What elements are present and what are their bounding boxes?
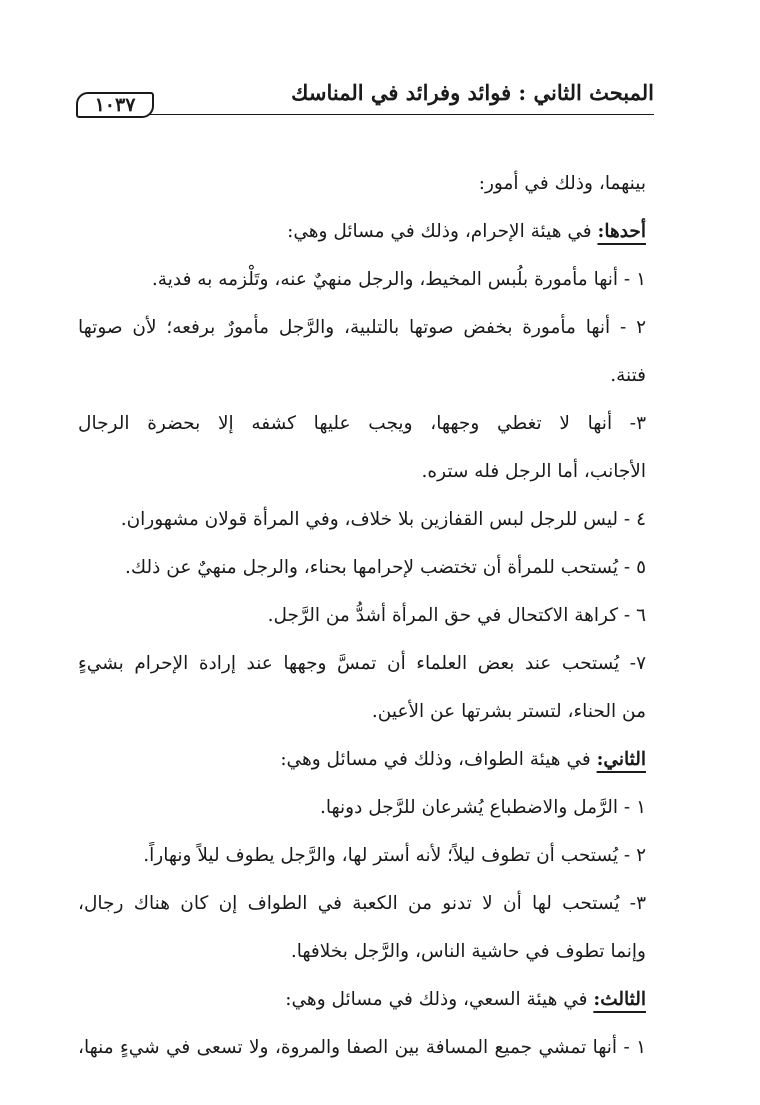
text-line bbox=[78, 208, 646, 256]
text-line bbox=[78, 592, 646, 640]
section-heading: الثالث: bbox=[593, 989, 646, 1010]
line-text: ٧- يُستحب عند بعض العلماء أن تمسَّ وجهها عند إرادة الإحرام بشيءٍ bbox=[78, 653, 646, 674]
line-text: ٢ - يُستحب أن تطوف ليلاً؛ لأنه أستر لها، والرَّجل يطوف ليلاً ونهاراً. bbox=[143, 845, 646, 866]
text-line bbox=[78, 928, 646, 976]
text-line bbox=[78, 400, 646, 448]
line-text: في هيئة الطواف، وذلك في مسائل وهي: bbox=[280, 749, 597, 770]
page-number-badge: ١٠٣٧ bbox=[76, 92, 154, 118]
line-text: ٥ - يُستحب للمرأة أن تختضب لإحرامها بحناء، والرجل منهيٌ عن ذلك. bbox=[125, 557, 646, 578]
text-line bbox=[78, 352, 646, 400]
line-text: ١ - أنها تمشي جميع المسافة بين الصفا والمروة، ولا تسعى في شيءٍ منها، bbox=[78, 1037, 646, 1058]
text-line bbox=[78, 688, 646, 736]
line-text: بينهما، وذلك في أمور: bbox=[478, 173, 646, 194]
page-title: المبحث الثاني : فوائد وفرائد في المناسك bbox=[291, 80, 654, 105]
text-line bbox=[78, 832, 646, 880]
text-line bbox=[78, 880, 646, 928]
text-line bbox=[78, 784, 646, 832]
line-text: فتنة. bbox=[610, 365, 646, 386]
line-text: الأجانب، أما الرجل فله ستره. bbox=[421, 461, 646, 482]
line-text: من الحناء، لتستر بشرتها عن الأعين. bbox=[371, 701, 646, 722]
header-divider bbox=[144, 114, 654, 115]
text-line bbox=[78, 160, 646, 208]
text-line bbox=[78, 256, 646, 304]
text-line bbox=[78, 304, 646, 352]
line-text: ٣- يُستحب لها أن لا تدنو من الكعبة في الطواف إن كان هناك رجال، bbox=[78, 893, 646, 914]
text-line bbox=[78, 544, 646, 592]
text-line bbox=[78, 736, 646, 784]
text-line bbox=[78, 1024, 646, 1072]
line-text: في هيئة السعي، وذلك في مسائل وهي: bbox=[285, 989, 594, 1010]
line-text: ٦ - كراهة الاكتحال في حق المرأة أشدُّ من الرَّجل. bbox=[267, 605, 646, 626]
line-text: ١ - الرَّمل والاضطباع يُشرعان للرَّجل دونها. bbox=[319, 797, 646, 818]
line-text: ١ - أنها مأمورة بلُبس المخيط، والرجل منهيٌ عنه، وتَلْزمه به فدية. bbox=[151, 269, 646, 290]
section-heading: أحدها: bbox=[597, 221, 646, 242]
section-heading: الثاني: bbox=[596, 749, 646, 770]
line-text: ٣- أنها لا تغطي وجهها، ويجب عليها كشفه إلا بحضرة الرجال bbox=[78, 413, 646, 434]
text-line bbox=[78, 976, 646, 1024]
line-text: ٢ - أنها مأمورة بخفض صوتها بالتلبية، والرَّجل مأمورٌ برفعه؛ لأن صوتها bbox=[78, 317, 646, 338]
text-line bbox=[78, 640, 646, 688]
line-text: في هيئة الإحرام، وذلك في مسائل وهي: bbox=[287, 221, 598, 242]
body-text bbox=[78, 160, 646, 1072]
line-text: ٤ - ليس للرجل لبس القفازين بلا خلاف، وفي المرأة قولان مشهوران. bbox=[120, 509, 646, 530]
line-text: وإنما تطوف في حاشية الناس، والرَّجل بخلافها. bbox=[290, 941, 646, 962]
text-line bbox=[78, 448, 646, 496]
text-line bbox=[78, 496, 646, 544]
page-header bbox=[70, 78, 654, 118]
